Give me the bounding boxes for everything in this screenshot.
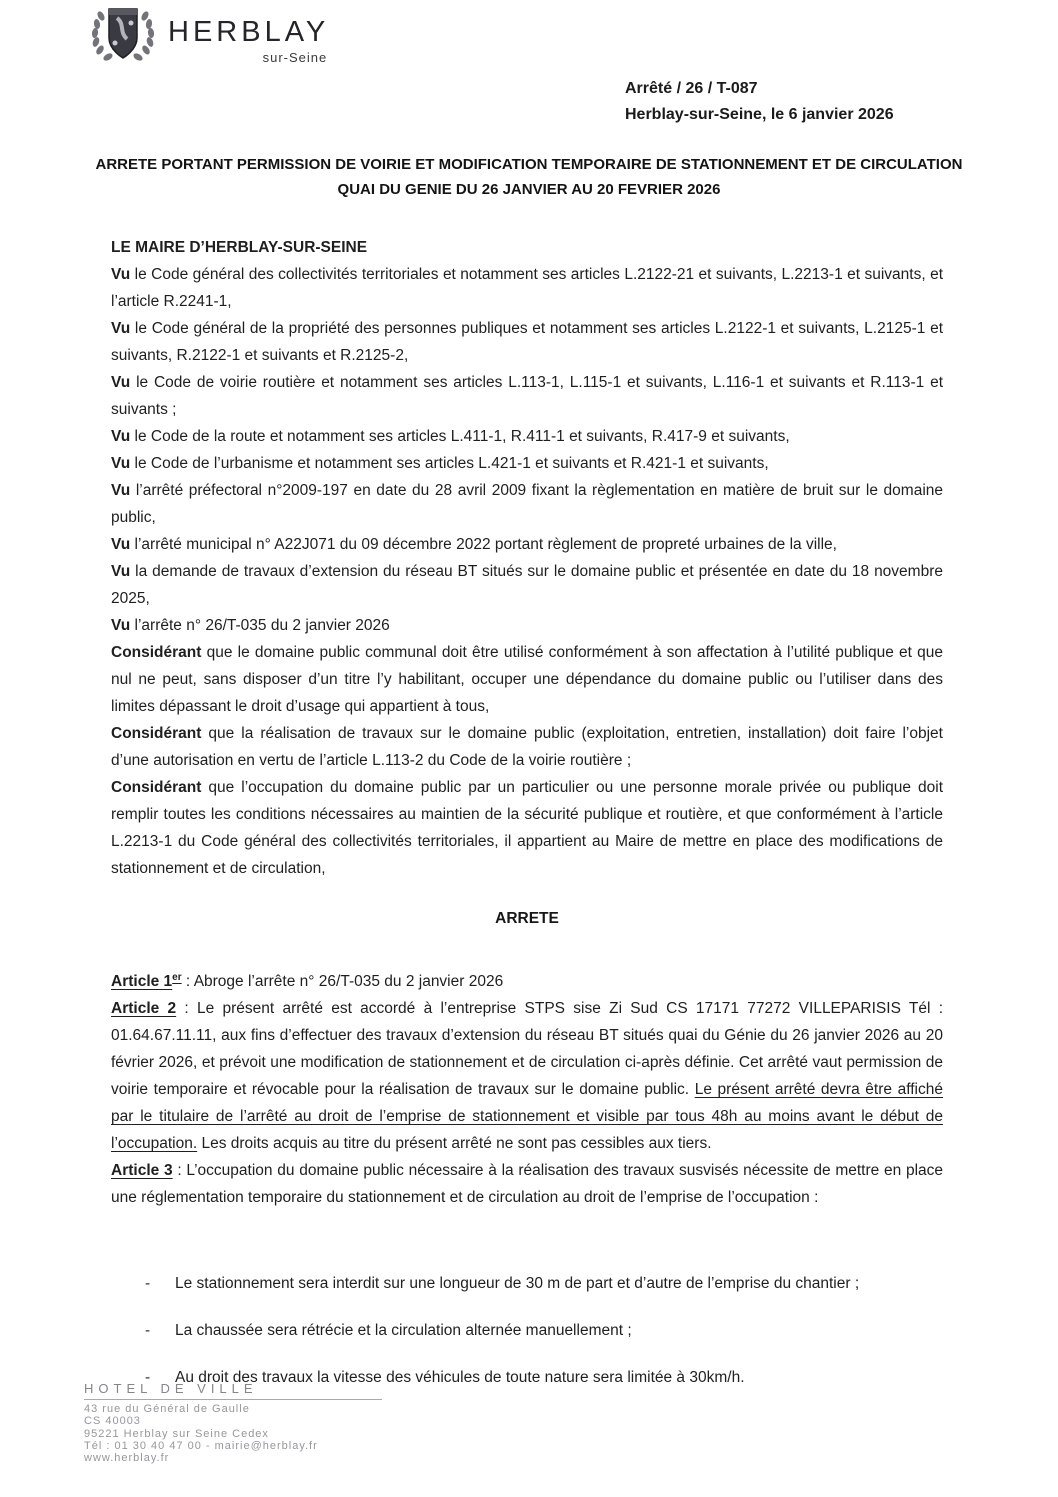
text-run: que la réalisation de travaux sur le domaine public (exploitation, entretien, installation) doit faire l’objet d’une autorisation en vertu de l’article L.113-2 du Code de la voirie routière ; bbox=[111, 725, 943, 769]
article-paragraph bbox=[111, 968, 943, 995]
measure-item bbox=[111, 1263, 943, 1305]
preamble-paragraph bbox=[111, 477, 943, 531]
logo-subtitle: sur-Seine bbox=[262, 50, 328, 65]
text-run: le Code de l’urbanisme et notamment ses articles L.421-1 et suivants et R.421-1 et suivants, bbox=[130, 455, 769, 472]
text-run: l’arrêté préfectoral n°2009-197 en date du 28 avril 2009 fixant la règlementation en matière de bruit sur le domaine public, bbox=[111, 482, 943, 526]
bold-run: Article 1 bbox=[111, 973, 173, 990]
text-run: Les droits acquis au titre du présent arrêté ne sont pas cessibles aux tiers. bbox=[197, 1135, 712, 1152]
article-paragraphs bbox=[111, 968, 943, 1211]
decree-title: ARRETE PORTANT PERMISSION DE VOIRIE ET MODIFICATION TEMPORAIRE DE STATIONNEMENT ET DE CIRCULATION QUAI DU GENIE DU 26 JANVIER AU 20 FEVRIER 2026 bbox=[95, 156, 963, 198]
bold-run: Considérant bbox=[111, 779, 202, 796]
text-run: : Le présent arrêté est accordé à l’entreprise STPS sise Zi Sud CS 17171 77272 VILLEPARISIS Tél : 01.64.67.11.11, aux fins d’effectuer des travaux d’extension du réseau BT situés quai du Génie du 26 janvier 2026 au 20 février 2026, et prévoit une modification de stationnement et de circulation ci-après définie. Cet arrêté vaut permission de voirie temporaire et révocable pour la réalisation de travaux sur le domaine public. bbox=[111, 1000, 944, 1098]
text-run: : L’occupation du domaine public nécessaire à la réalisation des travaux susvisés nécessite de mettre en place une réglementation temporaire du stationnement et de circulation au droit de l’emprise de l’occupation : bbox=[111, 1162, 944, 1206]
document-header bbox=[0, 0, 1058, 132]
article-paragraph bbox=[111, 1157, 943, 1211]
article-paragraph bbox=[111, 995, 943, 1157]
bullet-text: Au droit des travaux la vitesse des véhicules de toute nature sera limitée à 30km/h. bbox=[175, 1369, 745, 1386]
text-run: le Code de voirie routière et notamment ses articles L.113-1, L.115-1 et suivants, L.116-1 et suivants et R.113-1 et suivants ; bbox=[111, 374, 943, 418]
preamble-paragraphs bbox=[111, 261, 943, 882]
text-run: : Abroge l’arrête n° 26/T-035 du 2 janvier 2026 bbox=[181, 973, 504, 990]
preamble-paragraph bbox=[111, 261, 943, 315]
footer-address-line: CS 40003 bbox=[84, 1415, 141, 1428]
text-run: le Code général de la propriété des personnes publiques et notamment ses articles L.2122-1 et suivants, L.2125-1 et suivants, R.2122-1 et suivants et R.2125-2, bbox=[111, 320, 943, 364]
measure-item bbox=[111, 1310, 943, 1352]
decree-number: Arrêté / 26 / T-087 bbox=[625, 80, 758, 97]
bold-run: Vu bbox=[111, 617, 131, 634]
herblay-crest-icon bbox=[86, 4, 160, 70]
underlined-run: Le présent arrêté devra être affiché par le titulaire de l’arrêté au droit de l’emprise de stationnement et visible par tous 48h au moins avant le début de l’occupation. bbox=[111, 1081, 943, 1152]
footer-address-line: www.herblay.fr bbox=[84, 1452, 170, 1465]
logo-text bbox=[168, 16, 329, 65]
preamble-paragraph bbox=[111, 558, 943, 612]
footer-address bbox=[84, 1403, 382, 1464]
preamble-paragraph bbox=[111, 774, 943, 882]
bullet-dash-icon: - bbox=[145, 1322, 151, 1339]
text-run: le Code général des collectivités territoriales et notamment ses articles L.2122-21 et suivants, L.2213-1 et suivants, et l’article R.2241-1, bbox=[111, 266, 943, 310]
measures-list bbox=[111, 1263, 943, 1399]
herblay-logo bbox=[86, 4, 329, 70]
bold-run: Vu bbox=[111, 320, 131, 337]
footer-address-line: Tél : 01 30 40 47 00 - mairie@herblay.fr bbox=[84, 1439, 318, 1452]
text-run: que l’occupation du domaine public par un particulier ou une personne morale privée ou publique doit remplir toutes les conditions nécessaires au maintien de la sécurité publique et routière, et que conformément à l’article L.2213-1 du Code général des collectivités territoriales, il appartient au Maire de mettre en place des modifications de stationnement et de circulation, bbox=[111, 779, 943, 877]
text-run: que le domaine public communal doit être utilisé conformément à son affectation à l’utilité publique et que nul ne peut, sans disposer d’un titre l’y habilitant, occuper une dépendance du domaine public ou l’utiliser dans des limites dépassant le droit d’usage qui appartient à tous, bbox=[111, 644, 943, 715]
bullet-text: Le stationnement sera interdit sur une longueur de 30 m de part et d’autre de l’emprise du chantier ; bbox=[175, 1275, 860, 1292]
preamble-paragraph bbox=[111, 639, 943, 720]
bold-run: Considérant bbox=[111, 725, 202, 742]
bold-run: Article 2 bbox=[111, 1000, 177, 1017]
mayor-heading: LE MAIRE D’HERBLAY-SUR-SEINE bbox=[111, 239, 368, 256]
bold-run: Article 3 bbox=[111, 1162, 173, 1179]
bold-run: Vu bbox=[111, 428, 131, 445]
footer-address-line: 43 rue du Général de Gaulle bbox=[84, 1403, 250, 1415]
bullet-dash-icon: - bbox=[145, 1275, 151, 1292]
text-run: le Code de la route et notamment ses articles L.411-1, R.411-1 et suivants, R.417-9 et suivants, bbox=[130, 428, 790, 445]
bold-run: Considérant bbox=[111, 644, 202, 661]
bullet-dash-icon: - bbox=[145, 1369, 151, 1386]
bold-run: Vu bbox=[111, 482, 131, 499]
preamble-paragraph bbox=[111, 612, 943, 639]
bold-run: Vu bbox=[111, 374, 131, 391]
preamble-paragraph bbox=[111, 369, 943, 423]
bold-run: Vu bbox=[111, 536, 131, 553]
text-run: l’arrêté municipal n° A22J071 du 09 décembre 2022 portant règlement de propreté urbaines de la ville, bbox=[130, 536, 837, 553]
preamble-paragraph bbox=[111, 531, 943, 558]
arrete-heading: ARRETE bbox=[495, 910, 559, 927]
logo-wordmark: HERBLAY bbox=[168, 16, 330, 48]
preamble-paragraph bbox=[111, 720, 943, 774]
bold-run: Vu bbox=[111, 563, 131, 580]
text-run: la demande de travaux d’extension du réseau BT situés sur le domaine public et présentée en date du 18 novembre 2025, bbox=[111, 563, 943, 607]
preamble-paragraph bbox=[111, 315, 943, 369]
bold-run: Vu bbox=[111, 266, 131, 283]
decree-body bbox=[111, 234, 943, 1399]
bullet-text: La chaussée sera rétrécie et la circulation alternée manuellement ; bbox=[175, 1322, 632, 1339]
decree-place-date: Herblay-sur-Seine, le 6 janvier 2026 bbox=[625, 106, 894, 123]
decree-reference bbox=[625, 76, 894, 128]
footer-office-title: HOTEL DE VILLE bbox=[84, 1381, 382, 1400]
preamble-paragraph bbox=[111, 450, 943, 477]
bold-run: er bbox=[172, 971, 182, 983]
footer-address-line: 95221 Herblay sur Seine Cedex bbox=[84, 1427, 269, 1440]
preamble-paragraph bbox=[111, 423, 943, 450]
bold-run: Vu bbox=[111, 455, 131, 472]
footer bbox=[84, 1381, 382, 1464]
text-run: l’arrête n° 26/T-035 du 2 janvier 2026 bbox=[130, 617, 390, 634]
